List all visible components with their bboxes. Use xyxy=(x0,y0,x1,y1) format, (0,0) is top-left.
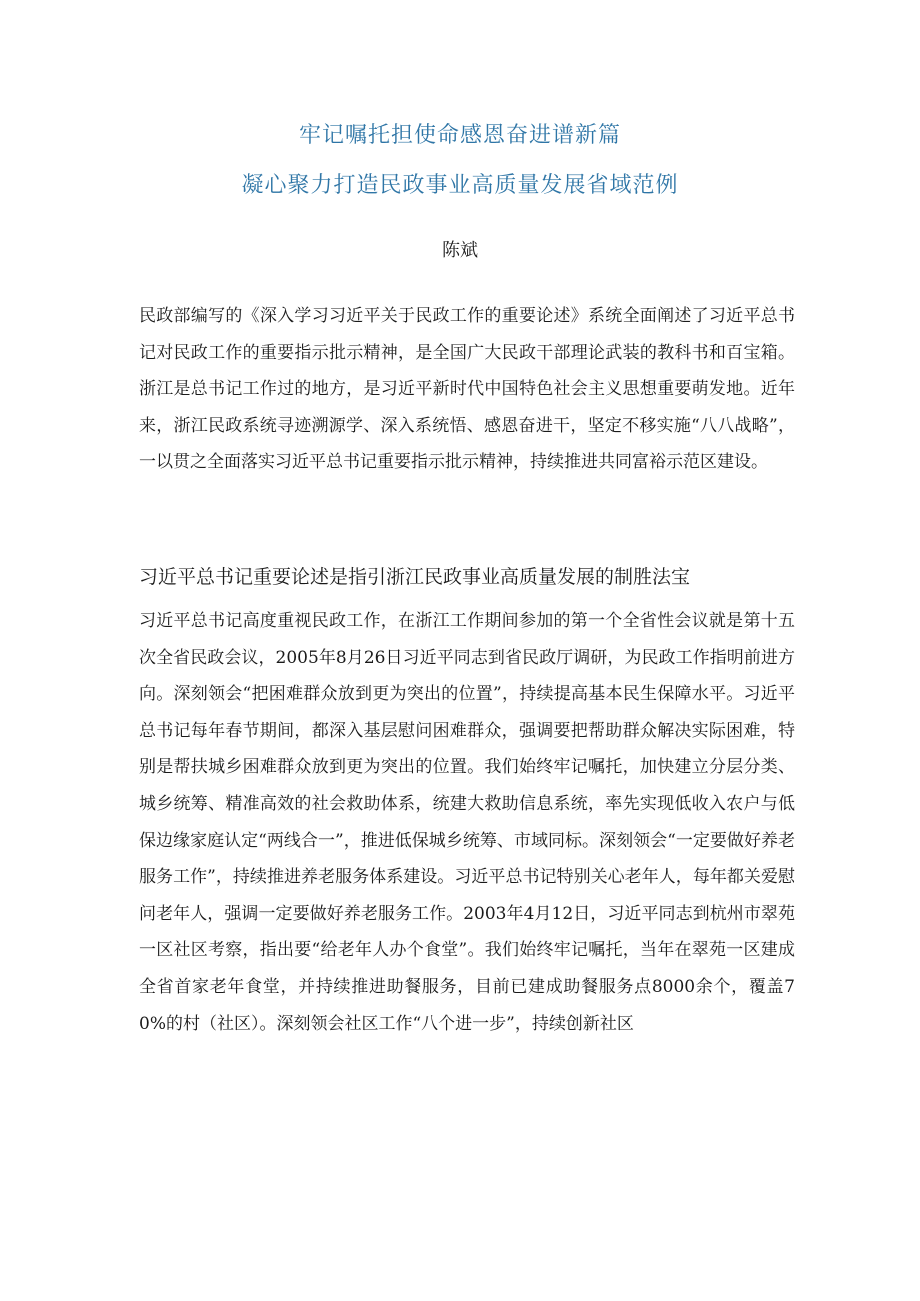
section-heading: 习近平总书记重要论述是指引浙江民政事业高质量发展的制胜法宝 xyxy=(139,566,691,588)
section-paragraph: 习近平总书记高度重视民政工作，在浙江工作期间参加的第一个全省性会议就是第十五次全省民政会议，2005年8月26日习近平同志到省民政厅调研，为民政工作指明前进方向。深刻领会“把困难群众放到更为突出的位置”，持续提高基本民生保障水平。习近平总书记每年春节期间，都深入基层慰问困难群众，强调要把帮助群众解决实际困难，特别是帮扶城乡困难群众放到更为突出的位置。我们始终牢记嘱托，加快建立分层分类、城乡统筹、精准高效的社会救助体系，统建大救助信息系统，率先实现低收入农户与低保边缘家庭认定“两线合一”，推进低保城乡统筹、市域同标。深刻领会“一定要做好养老服务工作”，持续推进养老服务体系建设。习近平总书记特别关心老年人，每年都关爱慰问老年人，强调一定要做好养老服务工作。2003年4月12日，习近平同志到杭州市翠苑一区社区考察，指出要“给老年人办个食堂”。我们始终牢记嘱托，当年在翠苑一区建成全省首家老年食堂，并持续推进助餐服务，目前已建成助餐服务点8000余个，覆盖70%的村（社区）。深刻领会社区工作“八个进一步”，持续创新社区 xyxy=(139,611,795,1034)
document-title-line-1: 牢记嘱托担使命感恩奋进谱新篇 xyxy=(298,123,621,148)
author-name: 陈斌 xyxy=(442,240,478,261)
document-title-line-2: 凝心聚力打造民政事业高质量发展省域范例 xyxy=(241,173,679,198)
intro-paragraph: 民政部编写的《深入学习习近平关于民政工作的重要论述》系统全面阐述了习近平总书记对民政工作的重要指示批示精神，是全国广大民政干部理论武装的教科书和百宝箱。浙江是总书记工作过的地方，是习近平新时代中国特色社会主义思想重要萌发地。近年来，浙江民政系统寻迹溯源学、深入系统悟、感恩奋进干，坚定不移实施“八八战略”，一以贯之全面落实习近平总书记重要指示批示精神，持续推进共同富裕示范区建设。 xyxy=(139,306,795,473)
